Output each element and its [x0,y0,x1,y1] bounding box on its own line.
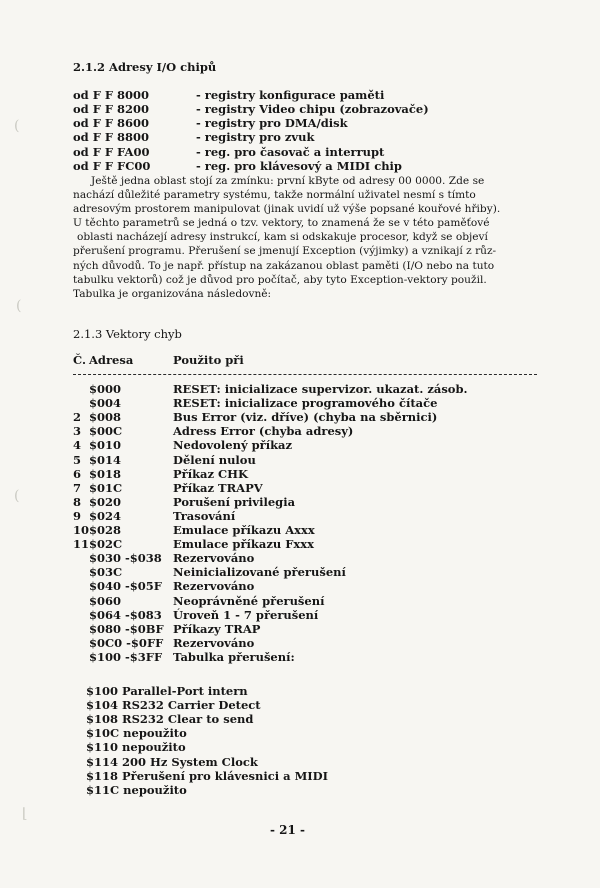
paragraph-line: Ještě jedna oblast stojí za zmínku: první kByte od adresy 00 0000. Zde se [91,175,485,187]
interrupt-item: $104 RS232 Carrier Detect [86,698,261,713]
vector-description: Neoprávněné přerušení [173,593,325,608]
vector-address: $100 -$3FF [89,649,163,664]
vector-number: 7 [73,480,82,495]
interrupt-item: $100 Parallel-Port intern [86,684,248,698]
vector-address: $028 [89,523,122,537]
interrupt-item: $118 Přerušení pro klávesnici a MIDI [86,768,329,783]
table-divider [73,374,537,375]
vector-description: Emulace příkazu Axxx [173,523,315,537]
vector-description: Rezervováno [173,635,255,650]
interrupt-item: $10C nepoužito [86,726,187,741]
scan-artifact: ( [14,118,20,134]
io-description: - registry konfigurace paměti [196,88,385,102]
paragraph-line: U těchto parametrů se jedná o tzv. vektory, to znamená že se v této paměťové [73,217,490,230]
paragraph-line: adresovým prostorem manipulovat (jinak uvidí už výše popsané kouřové hřiby). [73,203,501,216]
vector-address: $004 [89,396,122,411]
vector-description: Příkazy TRAP [173,621,261,636]
vector-description: RESET: inicializace supervizor. ukazat. zásob. [173,382,468,396]
column-header-number: Č. [73,353,86,367]
vector-address: $064 -$083 [89,607,162,622]
scan-artifact: ⌊ [22,806,28,822]
vector-description: RESET: inicializace programového čítače [173,396,438,411]
io-description: - registry Video chipu (zobrazovače) [196,102,429,116]
vector-description: Tabulka přerušení: [173,649,295,664]
io-address: od F F 8600 [73,116,150,130]
vector-number: 10 [73,523,90,537]
vector-description: Nedovolený příkaz [173,438,293,453]
vector-description: Rezervováno [173,551,255,566]
paragraph-line: tabulku vektorů) což je důvod pro počítač, aby tyto Exception-vektory použil. [73,273,487,286]
vector-address: $080 -$0BF [89,621,164,636]
vector-address: $018 [89,466,122,481]
vector-address: $024 [89,508,122,523]
io-address: od F F FC00 [73,159,151,173]
io-address: od F F 8800 [73,130,150,144]
interrupt-item: $110 nepoužito [86,740,186,755]
io-description: - registry pro DMA/disk [196,116,348,130]
vector-address: $03C [89,565,123,580]
paragraph-line: Tabulka je organizována následovně: [73,287,272,300]
vector-number: 9 [73,508,82,523]
paragraph-line: oblasti nacházejí adresy instrukcí, kam si odskakuje procesor, když se objeví [77,231,488,244]
vector-address: $060 [89,593,122,608]
vector-address: $01C [89,480,123,495]
column-header-address: Adresa [89,353,134,367]
vector-address: $000 [89,382,122,396]
vector-address: $008 [89,410,122,425]
paragraph-line: nachází důležité parametry systému, takže normální uživatel nesmí s tímto [73,189,476,202]
io-address: od F F FA00 [73,145,150,159]
io-description: - reg. pro časovač a interrupt [196,145,385,159]
vector-description: Neinicializované přerušení [173,565,346,580]
vector-number: 3 [73,424,82,439]
paragraph-line: přerušení programu. Přerušení se jmenují Exception (výjimky) a vznikají z růz- [73,245,497,258]
section-heading-error-vectors: 2.1.3 Vektory chyb [73,327,182,341]
vector-number: 5 [73,452,82,467]
vector-description: Rezervováno [173,579,255,594]
vector-address: $014 [89,452,122,467]
vector-description: Emulace příkazu Fxxx [173,537,314,552]
column-header-used: Použito při [173,353,244,367]
vector-description: Porušení privilegia [173,494,296,509]
interrupt-item: $108 RS232 Clear to send [86,712,254,727]
vector-address: $010 [89,438,122,453]
vector-number: 4 [73,438,82,453]
paragraph-line: ných důvodů. To je např. přístup na zakázanou oblast paměti (I/O nebo na tuto [73,259,495,272]
scan-artifact: ( [14,488,20,504]
vector-number: 11 [73,537,90,552]
vector-number: 8 [73,494,82,509]
vector-description: Úroveň 1 - 7 přerušení [173,607,319,622]
vector-description: Trasování [173,508,236,523]
vector-address: $020 [89,494,122,509]
vector-address: $040 -$05F [89,579,162,594]
vector-description: Příkaz TRAPV [173,480,263,495]
interrupt-item: $114 200 Hz System Clock [86,754,258,769]
vector-address: $02C [89,537,123,552]
page-number: - 21 - [270,823,306,837]
vector-description: Adress Error (chyba adresy) [173,424,354,439]
io-description: - reg. pro klávesový a MIDI chip [196,159,402,173]
section-heading-io-chips: 2.1.2 Adresy I/O chipů [73,60,217,74]
vector-number: 6 [73,466,82,481]
io-address: od F F 8000 [73,88,150,102]
interrupt-item: $11C nepoužito [86,782,187,797]
vector-description: Dělení nulou [173,452,256,467]
vector-address: $0C0 -$0FF [89,635,164,650]
scan-artifact: ( [16,298,22,314]
vector-number: 2 [73,410,82,425]
io-address: od F F 8200 [73,102,150,116]
body-paragraph [73,174,533,301]
vector-address: $030 -$038 [89,551,162,566]
vector-address: $00C [89,424,123,439]
vector-description: Příkaz CHK [173,466,249,481]
vector-description: Bus Error (viz. dříve) (chyba na sběrnici) [173,410,438,425]
io-description: - registry pro zvuk [196,130,315,144]
